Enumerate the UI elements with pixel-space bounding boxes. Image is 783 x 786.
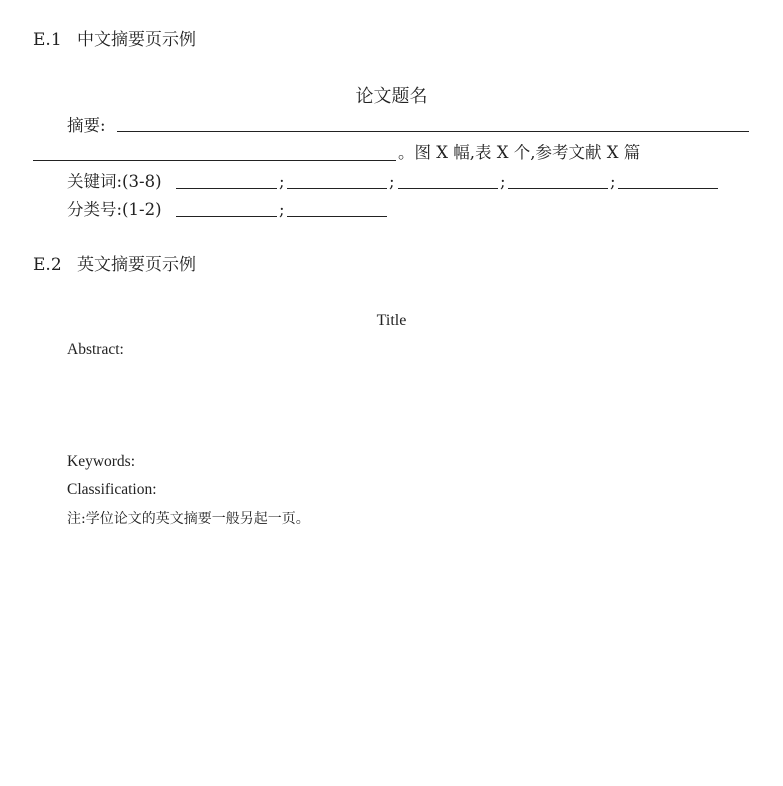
section-heading-en bbox=[33, 255, 196, 275]
abstract-fill-line bbox=[117, 131, 749, 132]
abstract-fill-line bbox=[33, 160, 396, 161]
keyword-blank bbox=[398, 188, 498, 189]
figure-table-reference-count: 。图 X 幅,表 X 个,参考文献 X 篇 bbox=[398, 143, 641, 162]
keyword-blank bbox=[176, 188, 277, 189]
section-title: 英文摘要页示例 bbox=[77, 255, 196, 275]
en-abstract-label: Abstract: bbox=[67, 341, 124, 358]
en-keywords-label: Keywords: bbox=[67, 453, 136, 470]
keyword-separator: ; bbox=[610, 172, 616, 191]
section-number: E.1 bbox=[33, 30, 62, 50]
section-title: 中文摘要页示例 bbox=[77, 30, 196, 50]
en-thesis-title: Title bbox=[376, 312, 407, 329]
section-number: E.2 bbox=[33, 255, 62, 275]
classification-blank bbox=[287, 216, 387, 217]
cn-classification-label: 分类号:(1-2) bbox=[67, 200, 162, 219]
keyword-blank bbox=[287, 188, 387, 189]
keyword-separator: ; bbox=[389, 172, 395, 191]
keyword-blank bbox=[508, 188, 608, 189]
keyword-separator: ; bbox=[500, 172, 506, 191]
section-heading-cn bbox=[33, 30, 196, 50]
cn-abstract-label: 摘要: bbox=[67, 116, 106, 135]
classification-blank bbox=[176, 216, 277, 217]
keyword-separator: ; bbox=[279, 172, 285, 191]
classification-separator: ; bbox=[279, 200, 285, 219]
en-classification-label: Classification: bbox=[67, 481, 157, 498]
cn-thesis-title: 论文题名 bbox=[355, 86, 428, 107]
keyword-blank bbox=[618, 188, 718, 189]
footnote: 注:学位论文的英文摘要一般另起一页。 bbox=[67, 511, 310, 527]
cn-keywords-label: 关键词:(3-8) bbox=[67, 172, 162, 191]
